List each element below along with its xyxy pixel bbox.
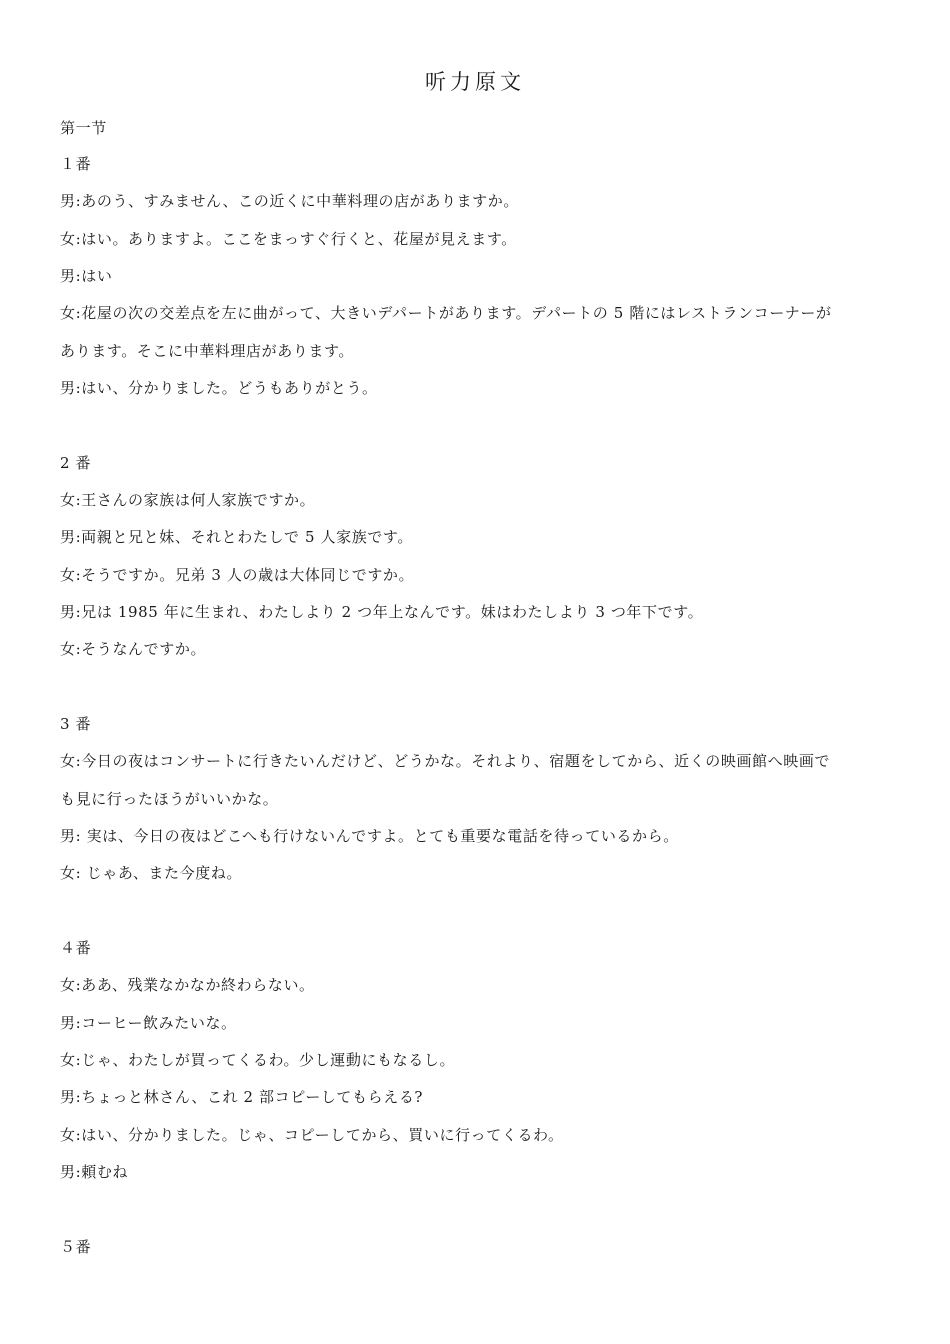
dialogue-line: 男:はい、分かりました。どうもありがとう。 <box>60 379 378 397</box>
dialogue-line: 女:はい。ありますよ。ここをまっすぐ行くと、花屋が見えます。 <box>60 230 517 248</box>
dialogue-line: 男:はい <box>60 267 113 285</box>
section-heading: 第一节 <box>60 119 107 137</box>
dialogue-line: 男:頼むね <box>60 1163 129 1181</box>
dialogue-line-continuation: も見に行ったほうがいいかな。 <box>60 790 279 808</box>
dialogue-line: 女:じゃ、わたしが買ってくるわ。少し運動にもなるし。 <box>60 1051 456 1069</box>
dialogue-line: 男:あのう、すみません、この近くに中華料理の店がありますか。 <box>60 192 519 210</box>
dialogue-line: 男:ちょっと林さん、これ 2 部コピーしてもらえる? <box>60 1088 424 1106</box>
dialogue-line: 女:今日の夜はコンサートに行きたいんだけど、どうかな。それより、宿題をしてから、近くの映画館へ映画で <box>60 752 831 770</box>
question-1-label: １番 <box>60 155 92 173</box>
dialogue-line: 女:王さんの家族は何人家族ですか。 <box>60 491 316 509</box>
dialogue-line: 男:兄は 1985 年に生まれ、わたしより 2 つ年上なんです。妹はわたしより 3 つ年下です。 <box>60 603 704 621</box>
dialogue-line: 女:そうですか。兄弟 3 人の歳は大体同じですか。 <box>60 566 415 584</box>
dialogue-line: 女:そうなんですか。 <box>60 640 207 658</box>
dialogue-line: 女:ああ、残業なかなか終わらない。 <box>60 976 315 994</box>
dialogue-line: 女:花屋の次の交差点を左に曲がって、大きいデパートがあります。デパートの 5 階にはレストランコーナーが <box>60 304 832 322</box>
dialogue-line: 女:はい、分かりました。じゃ、コピーしてから、買いに行ってくるわ。 <box>60 1126 564 1144</box>
question-3-label: 3 番 <box>60 715 92 733</box>
question-5-label: ５番 <box>60 1238 92 1256</box>
document-title: 听力原文 <box>425 70 525 94</box>
question-4-label: ４番 <box>60 939 92 957</box>
dialogue-line-continuation: あります。そこに中華料理店があります。 <box>60 342 355 360</box>
question-2-label: 2 番 <box>60 454 92 472</box>
dialogue-line: 男:コーヒー飲みたいな。 <box>60 1014 237 1032</box>
dialogue-line: 女: じゃあ、また今度ね。 <box>60 864 243 882</box>
dialogue-line: 男:両親と兄と妹、それとわたしで 5 人家族です。 <box>60 528 413 546</box>
dialogue-line: 男: 実は、今日の夜はどこへも行けないんですよ。とても重要な電話を待っているから。 <box>60 827 679 845</box>
